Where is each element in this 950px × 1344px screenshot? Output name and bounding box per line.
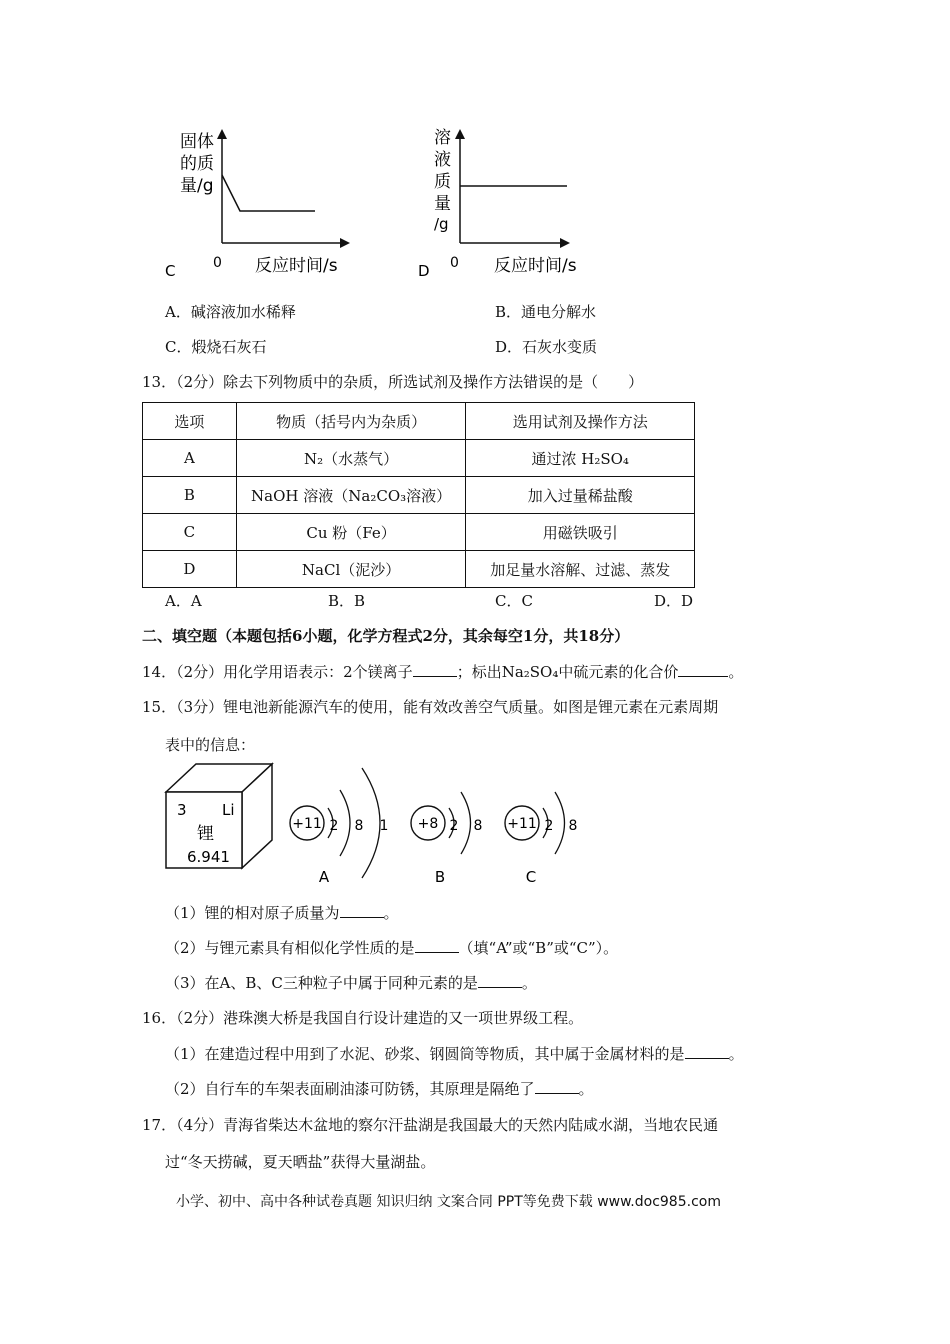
graph-c-xlabel: 反应时间/s xyxy=(255,256,338,276)
graph-d-label: D xyxy=(418,262,430,280)
graph-c xyxy=(160,125,360,285)
table-cell: NaCl（泥沙） xyxy=(236,551,466,588)
q14-text-1: 14．（2分）用化学用语表示：2个镁离子 xyxy=(142,663,413,681)
table-cell: 加入过量稀盐酸 xyxy=(466,477,695,514)
q15-line-2: 表中的信息： xyxy=(165,736,256,754)
shell-arc xyxy=(340,790,350,856)
shell-electron-count: 8 xyxy=(568,818,578,834)
atom-label-a: A xyxy=(318,868,330,886)
q12-option-b: B．通电分解水 xyxy=(495,303,597,321)
graph-d-ylabel-2: 液 xyxy=(434,150,451,170)
q13-option-c: C．C xyxy=(495,592,533,610)
answer-blank[interactable] xyxy=(415,938,459,953)
shell-electron-count: 2 xyxy=(544,818,554,834)
element-mass: 6.941 xyxy=(187,848,230,866)
q17-line-1: 17．（4分）青海省柴达木盆地的察尔汗盐湖是我国最大的天然内陆咸水湖，当地农民通 xyxy=(142,1116,719,1134)
table-row xyxy=(143,440,695,477)
shell-electron-count: 8 xyxy=(354,818,364,834)
graph-c-label: C xyxy=(165,262,176,280)
element-number: 3 xyxy=(177,801,187,819)
q14-text-2: ；标出Na₂SO₄中硫元素的化合价 xyxy=(456,663,679,681)
table-header: 物质（括号内为杂质） xyxy=(236,403,466,440)
answer-blank[interactable] xyxy=(685,1044,729,1059)
shell-arc xyxy=(555,792,565,854)
q16-sub-2-text: （2）自行车的车架表面刷油漆可防锈，其原理是隔绝了 xyxy=(165,1080,535,1098)
answer-blank[interactable] xyxy=(535,1079,579,1094)
nucleus-b-charge: +8 xyxy=(417,816,439,832)
table-cell: A xyxy=(143,440,237,477)
q13-option-b: B．B xyxy=(328,592,366,610)
q16-stem: 16．（2分）港珠澳大桥是我国自行设计建造的又一项世界级工程。 xyxy=(142,1009,584,1027)
answer-blank[interactable] xyxy=(678,662,728,677)
q15-sub-2 xyxy=(165,938,618,958)
graph-c-ylabel-3: 量/g xyxy=(180,176,214,196)
table-header-row xyxy=(143,403,695,440)
graph-d-x-arrow xyxy=(560,238,570,248)
q16-sub-1-end: 。 xyxy=(728,1045,744,1063)
q16-sub-1-text: （1）在建造过程中用到了水泥、砂浆、钢圆筒等物质，其中属于金属材料的是 xyxy=(165,1045,685,1063)
q13-stem: 13．（2分）除去下列物质中的杂质，所选试剂及操作方法错误的是（ ） xyxy=(142,373,644,391)
table-cell: B xyxy=(143,477,237,514)
table-cell: N₂（水蒸气） xyxy=(236,440,466,477)
graph-c-ylabel-2: 的质 xyxy=(180,154,214,174)
graph-d-ylabel-4: 量 xyxy=(434,194,451,214)
answer-blank[interactable] xyxy=(340,903,384,918)
graph-c-x-arrow xyxy=(340,238,350,248)
table-cell: 用磁铁吸引 xyxy=(466,514,695,551)
shell-electron-count: 1 xyxy=(379,818,389,834)
table-cell: C xyxy=(143,514,237,551)
q15-figure xyxy=(160,760,600,890)
q13-option-d: D．D xyxy=(654,592,694,610)
shell-electron-count: 2 xyxy=(449,818,459,834)
nucleus-a-charge: +11 xyxy=(292,816,322,832)
q15-sub-2-text: （2）与锂元素具有相似化学性质的是 xyxy=(165,939,415,957)
table-header: 选用试剂及操作方法 xyxy=(466,403,695,440)
shell-arc xyxy=(461,792,471,854)
graph-d-y-arrow xyxy=(455,129,465,139)
graph-d-ylabel-1: 溶 xyxy=(434,128,451,148)
answer-blank[interactable] xyxy=(413,662,457,677)
shell-electron-count: 8 xyxy=(473,818,483,834)
q16-sub-2-end: 。 xyxy=(578,1080,594,1098)
q17-line-2: 过“冬天捞碱，夏天晒盐”获得大量湖盐。 xyxy=(165,1153,436,1171)
table-cell: 通过浓 H₂SO₄ xyxy=(466,440,695,477)
q14 xyxy=(142,662,743,682)
q16-sub-1 xyxy=(165,1044,744,1064)
graph-c-y-arrow xyxy=(217,129,227,139)
atom-label-c: C xyxy=(525,868,537,886)
shell-arc xyxy=(362,768,380,878)
atom-diagram-c xyxy=(505,792,577,886)
graph-d-origin: 0 xyxy=(450,255,459,271)
q16-sub-2 xyxy=(165,1079,594,1099)
element-symbol: Li xyxy=(222,801,235,819)
q15-sub-1 xyxy=(165,903,399,923)
atom-diagram-a xyxy=(290,768,388,886)
q15-sub-1-text: （1）锂的相对原子质量为 xyxy=(165,904,340,922)
graph-d xyxy=(412,125,592,285)
shell-electron-count: 2 xyxy=(329,818,339,834)
table-cell: NaOH 溶液（Na₂CO₃溶液） xyxy=(236,477,466,514)
table-cell: D xyxy=(143,551,237,588)
nucleus-c-charge: +11 xyxy=(507,816,537,832)
q12-option-a: A．碱溶液加水稀释 xyxy=(165,303,296,321)
q14-text-3: 。 xyxy=(728,663,744,681)
element-card-lithium xyxy=(166,764,272,868)
section-title: 二、填空题（本题包括6小题，化学方程式2分，其余每空1分，共18分） xyxy=(142,627,630,645)
q12-option-c: C．煅烧石灰石 xyxy=(165,338,267,356)
q15-sub-3 xyxy=(165,973,537,993)
q12-option-d: D．石灰水变质 xyxy=(495,338,598,356)
table-header: 选项 xyxy=(143,403,237,440)
q15-line-1: 15．（3分）锂电池新能源汽车的使用，能有效改善空气质量。如图是锂元素在元素周期 xyxy=(142,698,719,716)
graph-d-ylabel-5: /g xyxy=(434,215,449,233)
answer-blank[interactable] xyxy=(478,973,522,988)
graph-d-xlabel: 反应时间/s xyxy=(494,256,577,276)
table-cell: 加足量水溶解、过滤、蒸发 xyxy=(466,551,695,588)
graph-c-ylabel-1: 固体 xyxy=(180,132,214,152)
table-cell: Cu 粉（Fe） xyxy=(236,514,466,551)
table-row xyxy=(143,514,695,551)
graph-d-ylabel-3: 质 xyxy=(434,172,451,192)
element-name: 锂 xyxy=(197,824,214,844)
q13-option-a: A．A xyxy=(165,592,202,610)
atom-label-b: B xyxy=(434,868,446,886)
table-row xyxy=(143,551,695,588)
q15-sub-3-text: （3）在A、B、C三种粒子中属于同种元素的是 xyxy=(165,974,478,992)
table-row xyxy=(143,477,695,514)
q15-sub-3-end: 。 xyxy=(521,974,537,992)
atom-diagram-b xyxy=(411,792,482,886)
graph-c-curve xyxy=(222,175,315,211)
graph-c-origin: 0 xyxy=(213,255,222,271)
page-footer: 小学、初中、高中各种试卷真题 知识归纳 文案合同 PPT等免费下载 www.doc985.com xyxy=(176,1194,721,1210)
q13-table xyxy=(142,402,695,588)
q15-sub-2-end: （填“A”或“B”或“C”）。 xyxy=(458,939,619,957)
q15-sub-1-end: 。 xyxy=(383,904,399,922)
